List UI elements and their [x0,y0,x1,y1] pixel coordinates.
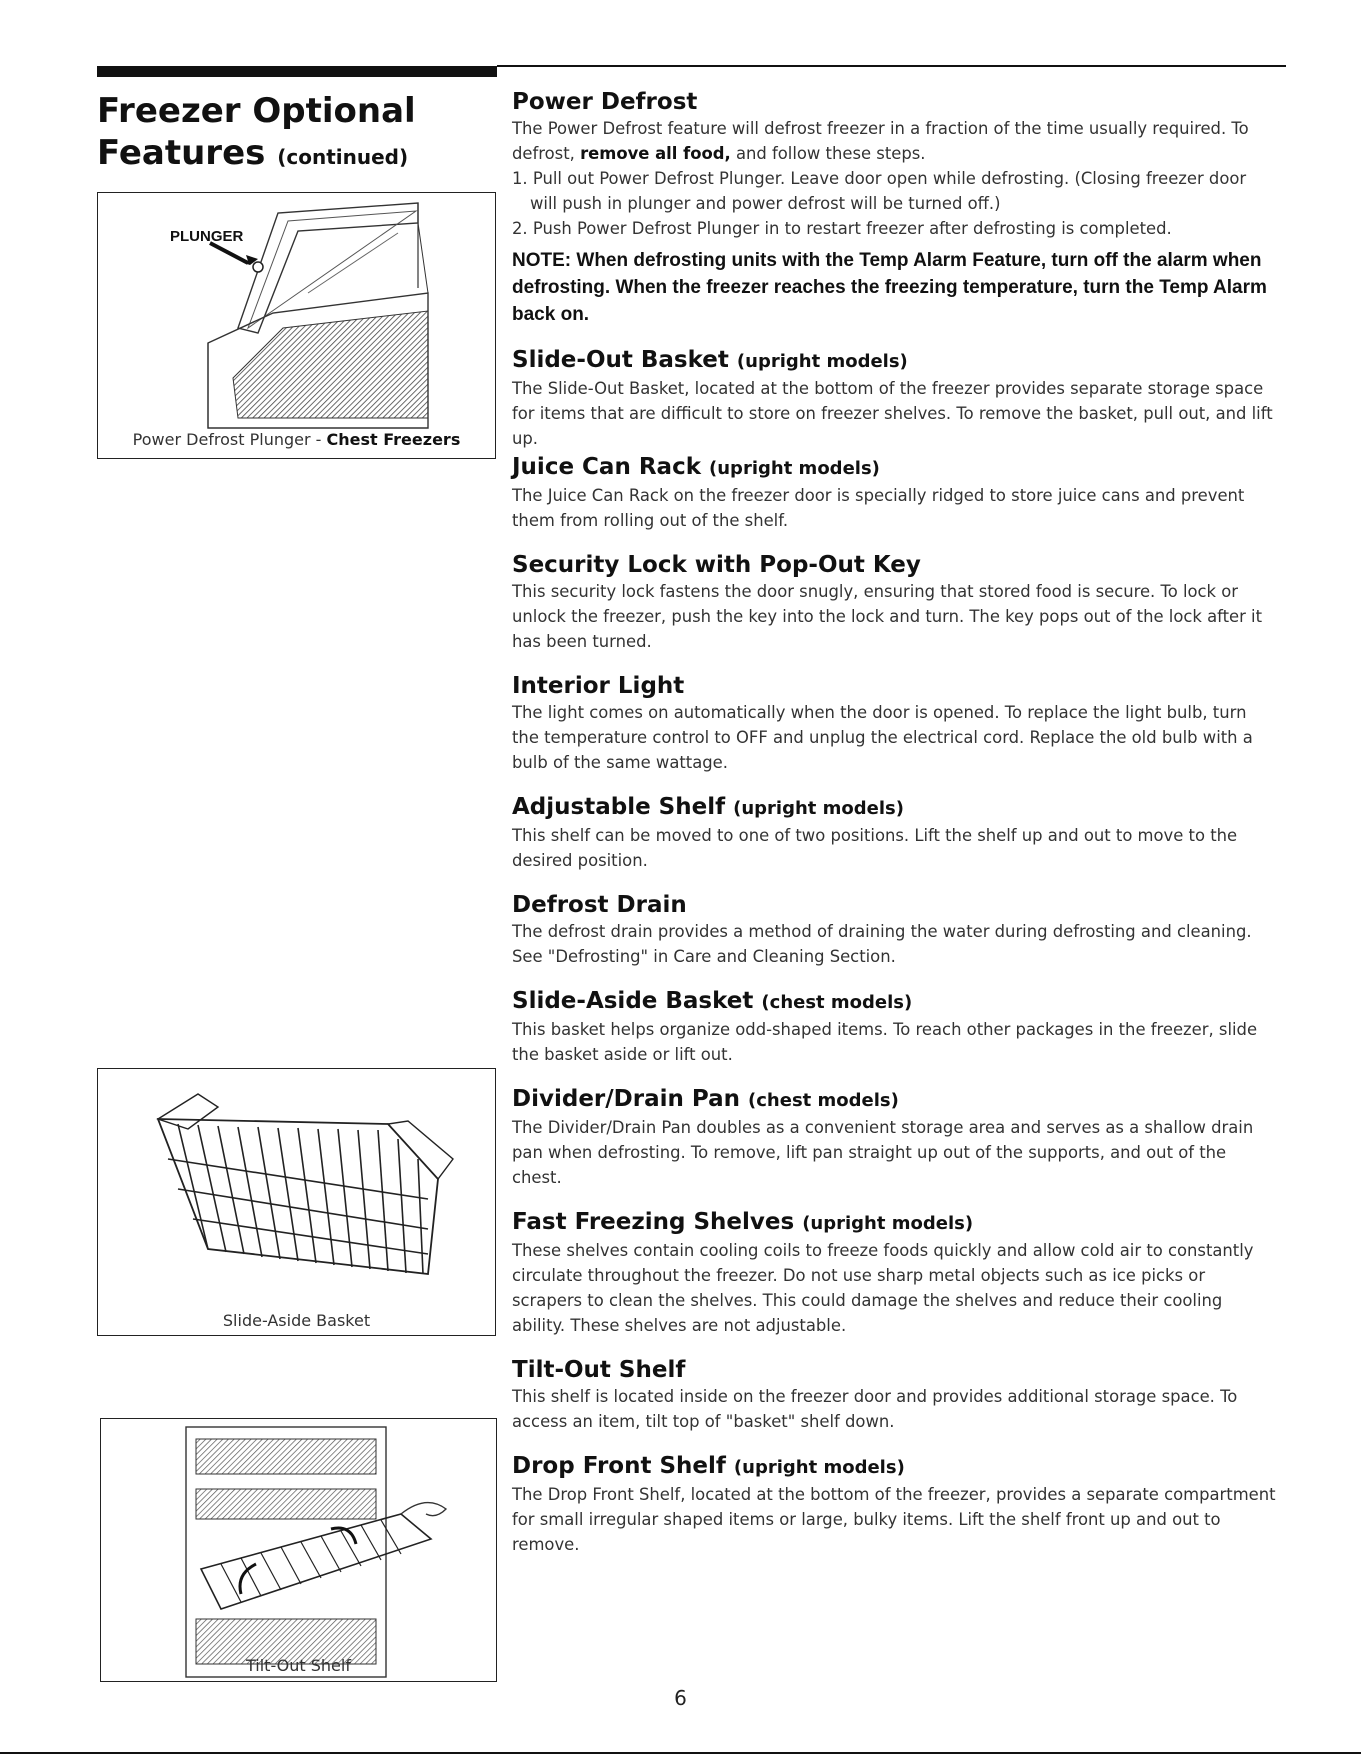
section-divider-drain-pan [512,1085,1278,1190]
defrost-drain-body: The defrost drain provides a method of draining the water during defrosting and cleaning. See "Defrosting" in Care and Cleaning Section. [512,922,1252,966]
section-tilt-out-shelf [512,1356,1278,1434]
title-line-2: Features [97,133,266,173]
power-defrost-intro: The Power Defrost feature will defrost freezer in a fraction of the time usually required. To defrost, remove all food, and follow these steps. [512,119,1249,163]
header-rule-thin [497,65,1286,67]
main-content [512,88,1278,1557]
heading-security-lock: Security Lock with Pop-Out Key [512,552,921,578]
heading-juice-can-rack: Juice Can Rack (upright models) [512,454,880,480]
page-number: 6 [674,1686,687,1710]
chest-freezer-illustration [98,193,495,458]
figure-caption-basket: Slide-Aside Basket [222,1311,371,1330]
heading-divider-drain-pan: Divider/Drain Pan (chest models) [512,1086,899,1112]
heading-fast-freezing-shelves: Fast Freezing Shelves (upright models) [512,1209,974,1235]
title-suffix: (continued) [277,145,409,169]
power-defrost-step-2: 2. Push Power Defrost Plunger in to restart freezer after defrosting is completed. [512,219,1172,238]
adjustable-shelf-body: This shelf can be moved to one of two positions. Lift the shelf up and out to move to the desired position. [512,826,1238,870]
figure-tilt-out-shelf [100,1418,497,1682]
header-rule-thick [97,66,497,77]
page-title [97,90,416,178]
figure-caption-plunger: Power Defrost Plunger - Chest Freezers [132,430,461,449]
section-security-lock [512,551,1278,654]
section-adjustable-shelf [512,793,1278,873]
section-power-defrost [512,88,1278,328]
tilt-out-shelf-body: This shelf is located inside on the freezer door and provides additional storage space. To access an item, tilt top of "basket" shelf down. [512,1387,1238,1431]
section-drop-front-shelf [512,1452,1278,1557]
section-defrost-drain [512,891,1278,969]
heading-drop-front-shelf: Drop Front Shelf (upright models) [512,1453,905,1479]
section-slide-aside-basket [512,987,1278,1067]
heading-interior-light: Interior Light [512,673,685,699]
juice-can-rack-body: The Juice Can Rack on the freezer door is specially ridged to store juice cans and prevent them from rolling out of the shelf. [512,486,1245,530]
plunger-label: PLUNGER [170,228,244,245]
interior-light-body: The light comes on automatically when the door is opened. To replace the light bulb, turn the temperature control to OFF and unplug the electrical cord. Replace the old bulb with a bulb of the same wattage. [512,703,1253,772]
section-interior-light [512,672,1278,775]
fast-freezing-shelves-body: These shelves contain cooling coils to freeze foods quickly and allow cold air to constantly circulate throughout the freezer. Do not use sharp metal objects such as ice picks or scrapers to clean the shelves. This could damage the shelves and reduce their cooling ability. These shelves are not adjustable. [512,1241,1254,1335]
section-juice-can-rack [512,453,1278,533]
figure-slide-aside-basket [97,1068,496,1336]
section-fast-freezing-shelves [512,1208,1278,1338]
power-defrost-steps [512,166,1278,241]
slide-aside-basket-body: This basket helps organize odd-shaped items. To reach other packages in the freezer, slide the basket aside or lift out. [512,1020,1258,1064]
heading-adjustable-shelf: Adjustable Shelf (upright models) [512,794,904,820]
security-lock-body: This security lock fastens the door snugly, ensuring that stored food is secure. To lock or unlock the freezer, push the key into the lock and turn. The key pops out of the lock after it has been turned. [512,582,1263,651]
heading-defrost-drain: Defrost Drain [512,892,687,918]
heading-slide-aside-basket: Slide-Aside Basket (chest models) [512,988,913,1014]
title-line-1: Freezer Optional [97,91,416,131]
divider-drain-pan-body: The Divider/Drain Pan doubles as a convenient storage area and serves as a shallow drain pan when defrosting. To remove, lift pan straight up out of the supports, and out of the chest. [512,1118,1254,1187]
footer-rule [0,1752,1361,1754]
slide-out-basket-body: The Slide-Out Basket, located at the bottom of the freezer provides separate storage space for items that are difficult to store on freezer shelves. To remove the basket, pull out, and lift up. [512,379,1273,448]
section-slide-out-basket [512,346,1278,451]
heading-tilt-out-shelf: Tilt-Out Shelf [512,1357,686,1383]
heading-slide-out-basket: Slide-Out Basket (upright models) [512,347,908,373]
power-defrost-step-1: 1. Pull out Power Defrost Plunger. Leave door open while defrosting. (Closing freezer door will push in plunger and power defrost will be turned off.) [512,169,1247,213]
temp-alarm-note: NOTE: When defrosting units with the Temp Alarm Feature, turn off the alarm when defrosting. When the freezer reaches the freezing temperature, turn the Temp Alarm back on. [512,250,1267,325]
basket-illustration [98,1069,495,1335]
figure-caption-tilt-out-shelf: Tilt-Out Shelf [246,1656,351,1675]
figure-power-defrost-plunger [97,192,496,459]
tilt-out-shelf-illustration [101,1419,496,1681]
drop-front-shelf-body: The Drop Front Shelf, located at the bottom of the freezer, provides a separate compartment for small irregular shaped items or large, bulky items. Lift the shelf front up and out to remove. [512,1485,1276,1554]
heading-power-defrost: Power Defrost [512,89,698,115]
